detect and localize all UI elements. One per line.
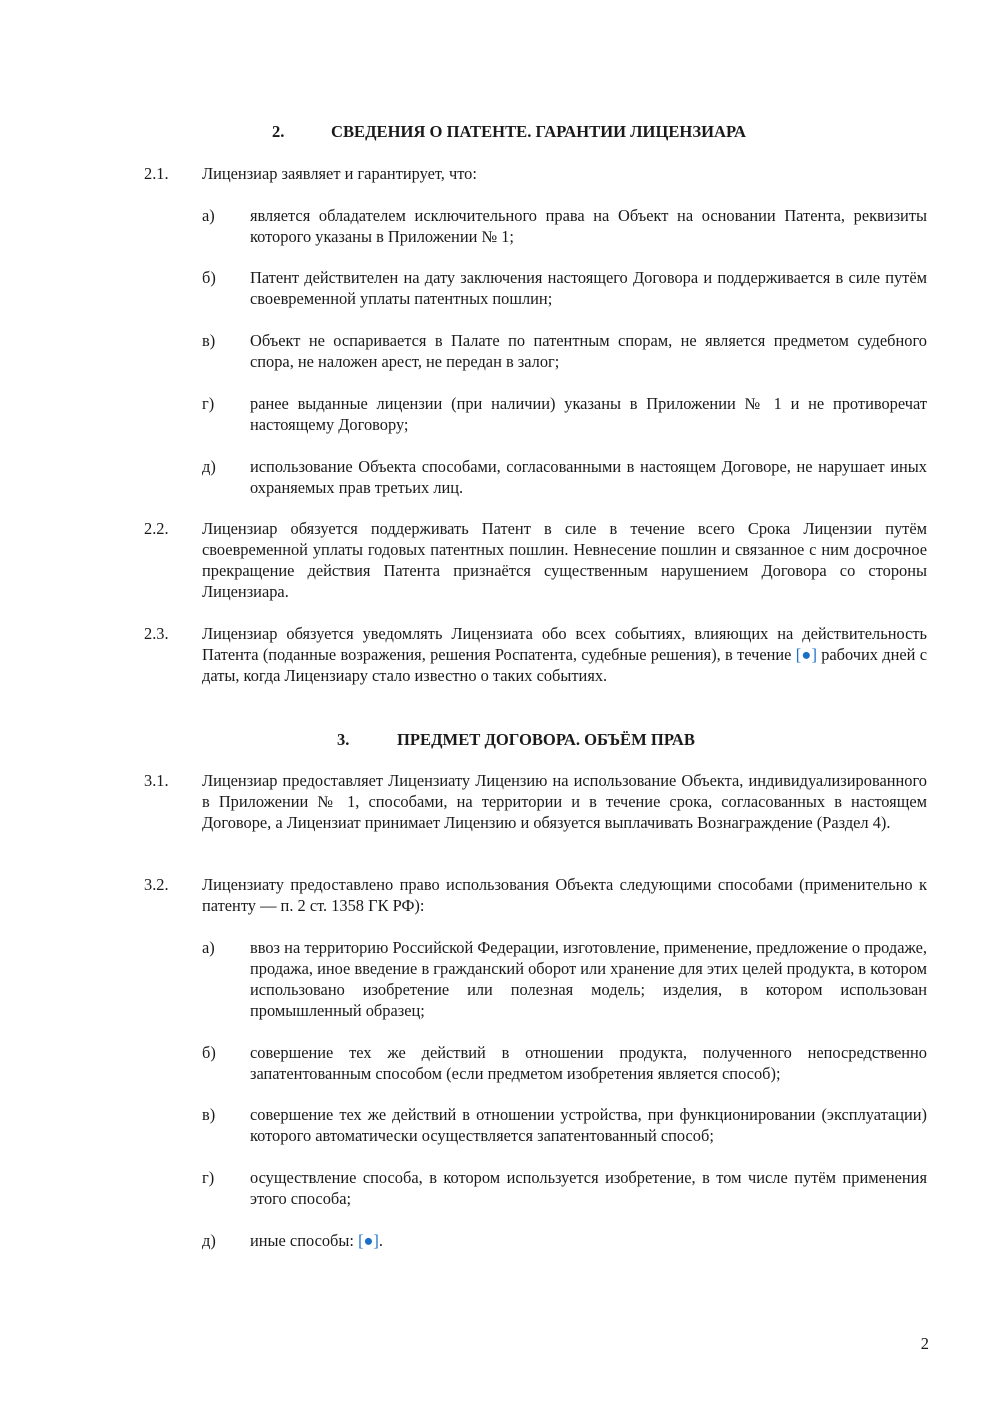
list-item-text: осуществление способа, в котором используется изобретение, в том числе путём применения этого способа;	[250, 1168, 927, 1208]
list-item	[202, 1104, 927, 1146]
clause	[144, 623, 927, 686]
list-item	[202, 1230, 927, 1251]
clause-text-part: Лицензиар обязуется уведомлять Лицензиата обо всех событиях, влияющих на действительность Патента (поданные возражения, решения Роспатента, судебные решения), в течение	[202, 624, 927, 664]
clause-text: Лицензиар обязуется поддерживать Патент в силе в течение всего Срока Лицензии путём своевременной уплаты годовых патентных пошлин. Невнесение пошлин и связанное с ним досрочное прекращение действия Патента признаётся существенным нарушением Договора со стороны Лицензиара.	[202, 519, 927, 601]
list-item-text: ввоз на территорию Российской Федерации, изготовление, применение, предложение о продаже, продажа, иное введение в гражданский оборот или хранение для этих целей продукта, в котором использовано изобретение или полезная модель; изделия, в котором использован промышленный образец;	[250, 938, 927, 1020]
placeholder-field[interactable]: [●]	[795, 645, 817, 664]
clause-text-part: рабочих дней с даты, когда Лицензиару стало известно о таких событиях.	[202, 645, 927, 685]
list-item-text: Объект не оспаривается в Палате по патентным спорам, не является предметом судебного спора, не наложен арест, не передан в залог;	[250, 331, 927, 371]
section-number: 3.	[337, 730, 350, 749]
clause-number: 2.2.	[144, 519, 169, 538]
clause	[144, 874, 927, 916]
clause	[144, 518, 927, 602]
list-item-letter: г)	[202, 1168, 215, 1187]
clause-number: 3.1.	[144, 771, 169, 790]
clause-number: 2.3.	[144, 624, 169, 643]
list-item-text	[250, 1230, 927, 1251]
list-item-text: является обладателем исключительного права на Объект на основании Патента, реквизиты которого указаны в Приложении № 1;	[250, 206, 927, 246]
list-item	[202, 393, 927, 435]
list-item-text: Патент действителен на дату заключения настоящего Договора и поддерживается в силе путём своевременной уплаты патентных пошлин;	[250, 268, 927, 308]
list-item-text: ранее выданные лицензии (при наличии) указаны в Приложении № 1 и не противоречат настоящему Договору;	[250, 394, 927, 434]
clause-text: Лицензиар предоставляет Лицензиату Лицензию на использование Объекта, индивидуализированного в Приложении № 1, способами, на территории и в течение срока, согласованных в настоящем Договоре, а Лицензиат принимает Лицензию и обязуется выплачивать Вознаграждение (Раздел 4).	[202, 771, 927, 832]
clause	[144, 163, 927, 184]
clause-number: 2.1.	[144, 164, 169, 183]
list-item-letter: б)	[202, 1043, 216, 1062]
list-item-letter: б)	[202, 268, 216, 287]
list-item-letter: г)	[202, 394, 215, 413]
list-item	[202, 1167, 927, 1209]
list-item-letter: а)	[202, 206, 215, 225]
list-item-text: совершение тех же действий в отношении продукта, полученного непосредственно запатентованным способом (если предметом изобретения является способ);	[250, 1043, 927, 1083]
list-item-text-part: иные способы:	[250, 1231, 359, 1250]
list-item	[202, 330, 927, 372]
placeholder-field[interactable]: [●]	[358, 1231, 379, 1250]
list-item	[202, 267, 927, 309]
list-item-letter: д)	[202, 457, 216, 476]
list-item-text: использование Объекта способами, согласованными в настоящем Договоре, не нарушает иных охраняемых прав третьих лиц.	[250, 457, 927, 497]
list-item-letter: д)	[202, 1231, 216, 1250]
list-item-letter: а)	[202, 938, 215, 957]
list-item-letter: в)	[202, 1105, 216, 1124]
list-item-letter: в)	[202, 331, 216, 350]
list-item-text-part: .	[378, 1231, 383, 1250]
clause-text: Лицензиату предоставлено право использования Объекта следующими способами (применительно к патенту — п. 2 ст. 1358 ГК РФ):	[202, 875, 927, 915]
list-item	[202, 205, 927, 247]
list-item	[202, 937, 927, 1021]
list-item	[202, 456, 927, 498]
section-title: СВЕДЕНИЯ О ПАТЕНТЕ. ГАРАНТИИ ЛИЦЕНЗИАРА	[331, 122, 746, 141]
page-number: 2	[920, 1334, 929, 1353]
list-item	[202, 1042, 927, 1084]
clause-number: 3.2.	[144, 875, 169, 894]
clause	[144, 770, 927, 833]
list-item-text: совершение тех же действий в отношении устройства, при функционировании (эксплуатации) которого автоматически осуществляется запатентованный способ;	[250, 1105, 927, 1145]
clause-text: Лицензиар заявляет и гарантирует, что:	[202, 164, 477, 183]
clause-text	[202, 623, 927, 686]
section-number: 2.	[272, 122, 285, 141]
section-title: ПРЕДМЕТ ДОГОВОРА. ОБЪЁМ ПРАВ	[397, 730, 695, 749]
